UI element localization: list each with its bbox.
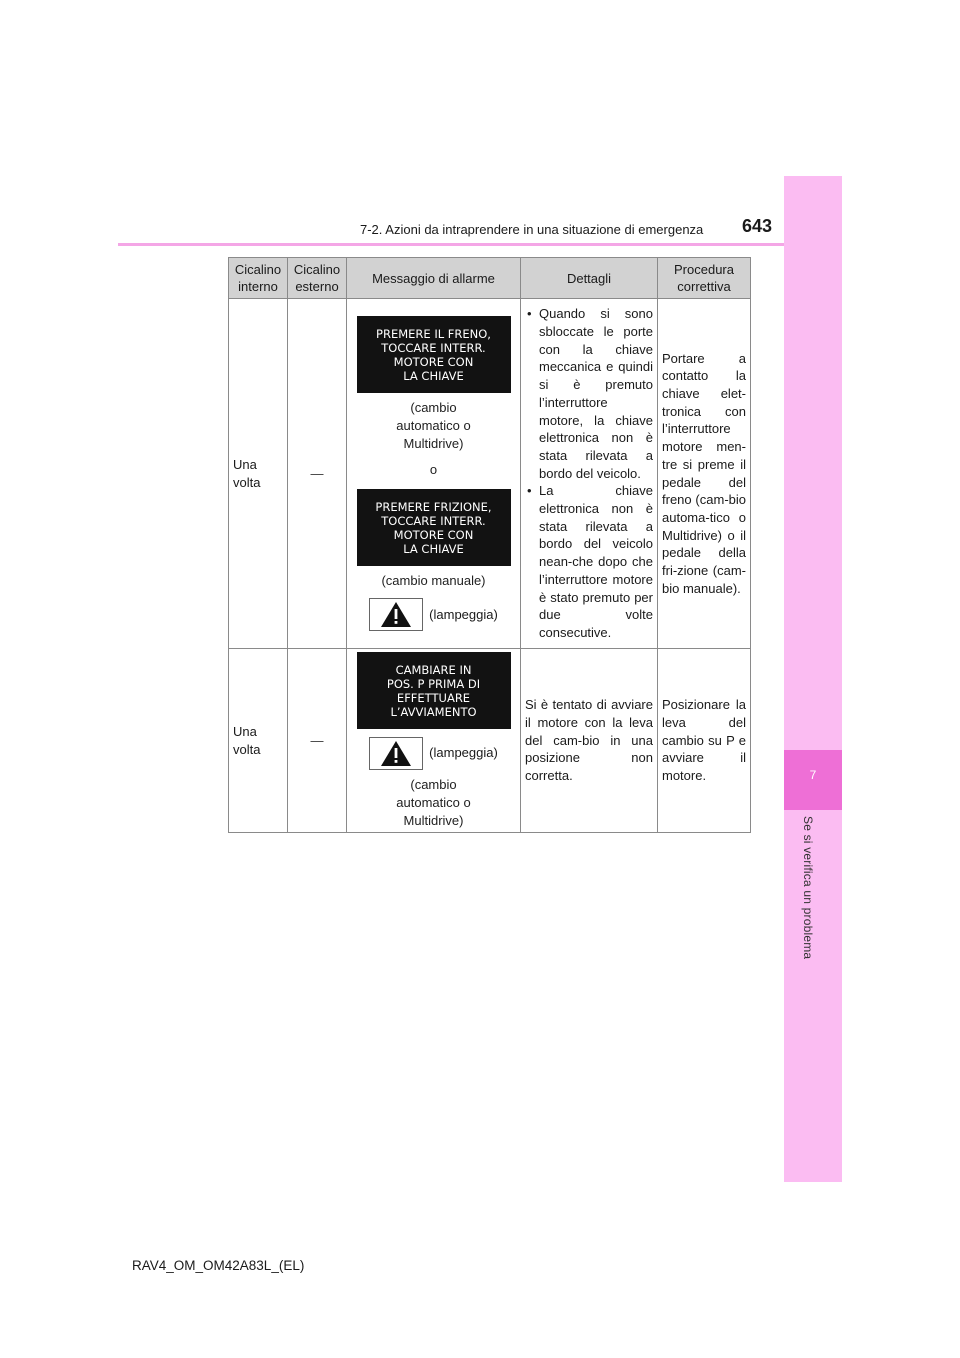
alarm-display xyxy=(357,316,511,393)
display-line: CAMBIARE IN xyxy=(395,662,472,677)
warning-triangle-icon xyxy=(379,600,413,629)
caption-or: o xyxy=(429,462,438,477)
table-header-row xyxy=(229,258,751,299)
esterno-dash: — xyxy=(310,732,324,748)
section-title: 7-2. Azioni da intraprendere in una situazione di emergenza xyxy=(360,222,704,237)
chapter-number-box xyxy=(784,750,842,810)
display-line: TOCCARE INTERR. xyxy=(381,341,486,355)
esterno-dash: — xyxy=(310,465,324,481)
display-line: L’AVVIAMENTO xyxy=(390,704,477,719)
warning-box xyxy=(369,598,423,631)
caption-manual: (cambio manuale) xyxy=(381,573,486,588)
document-code: RAV4_OM_OM42A83L_(EL) xyxy=(132,1258,305,1273)
cell-procedura xyxy=(658,299,751,649)
display-line: PREMERE IL FRENO, xyxy=(376,327,491,341)
cell-esterno xyxy=(288,649,347,833)
cell-procedura xyxy=(658,649,751,833)
warning-row xyxy=(351,737,516,770)
display-line: POS. P PRIMA DI xyxy=(386,676,481,691)
display-line: EFFETTUARE xyxy=(396,690,471,705)
header-dettagli: Dettagli xyxy=(521,258,658,299)
display-line: TOCCARE INTERR. xyxy=(381,514,486,528)
cell-esterno xyxy=(288,299,347,649)
cell-dettagli xyxy=(521,649,658,833)
display-line: PREMERE FRIZIONE, xyxy=(375,500,492,514)
alarm-display xyxy=(357,489,511,566)
details-text: Si è tentato di avviare il motore con la leva del cam-bio in una posizione non corretta. xyxy=(525,697,653,784)
cell-dettagli xyxy=(521,299,658,649)
display-line: MOTORE CON xyxy=(393,528,474,542)
chapter-label: Se si verifica un problema xyxy=(801,816,815,960)
header-cicalino-interno: Cicalino interno xyxy=(229,258,288,299)
interno-text: Una volta xyxy=(233,456,261,490)
interno-text: Una volta xyxy=(233,723,261,757)
display-line: LA CHIAVE xyxy=(403,369,464,383)
list-item: • Quando si sono sbloccate le porte con la chiave meccanica e quindi si è premuto l’interruttore motore, la chiave elettronica non è stata rilevata a bordo del veicolo. xyxy=(525,305,653,482)
chapter-side-tab xyxy=(784,176,842,1182)
display-line: LA CHIAVE xyxy=(403,542,464,556)
caption-automatic: (cambio automatico o Multidrive) xyxy=(396,400,471,451)
cell-interno xyxy=(229,299,288,649)
table-row xyxy=(229,299,751,649)
cell-messaggio xyxy=(347,299,521,649)
details-list xyxy=(525,305,653,641)
chapter-number: 7 xyxy=(809,768,817,782)
header-messaggio: Messaggio di allarme xyxy=(347,258,521,299)
warning-box xyxy=(369,737,423,770)
cell-interno xyxy=(229,649,288,833)
header-divider xyxy=(118,243,842,246)
cell-messaggio xyxy=(347,649,521,833)
warning-triangle-icon xyxy=(379,739,413,768)
list-item: • La chiave elettronica non è stata rilevata a bordo del veicolo nean-che dopo che l’interruttore motore è stato premuto per due volte consecutive. xyxy=(525,482,653,641)
warning-row xyxy=(351,598,516,631)
procedure-text: Portare a contatto la chiave elet-tronica con l’interruttore motore men-tre si preme il pedale del freno (cam-bio automa-tico o Multidrive) o il pedale della fri-zione (cam-bio manuale). xyxy=(662,350,746,596)
page-number: 643 xyxy=(742,216,773,236)
alarm-table xyxy=(228,257,751,833)
alarm-display xyxy=(357,652,511,729)
warning-caption: (lampeggia) xyxy=(429,606,498,622)
warning-caption: (lampeggia) xyxy=(429,745,498,761)
table-row xyxy=(229,649,751,833)
header-procedura: Procedura correttiva xyxy=(658,258,751,299)
procedure-text: Posizionare la leva del cambio su P e avviare il motore. xyxy=(662,697,746,784)
display-line: MOTORE CON xyxy=(393,355,474,369)
header-cicalino-esterno: Cicalino esterno xyxy=(288,258,347,299)
caption-automatic: (cambio automatico o Multidrive) xyxy=(396,776,471,828)
